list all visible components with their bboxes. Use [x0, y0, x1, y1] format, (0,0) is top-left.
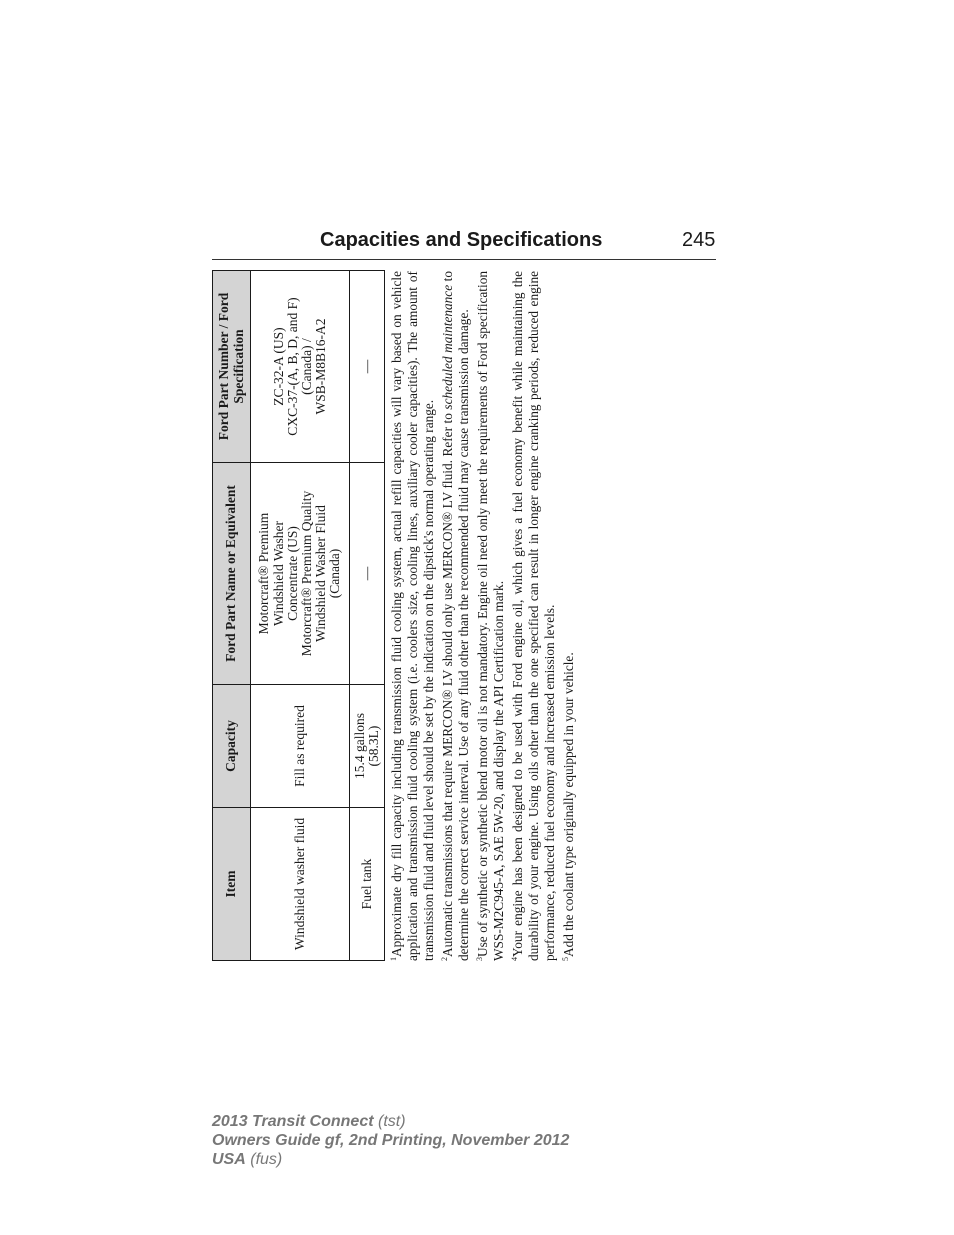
cell-item: Fuel tank	[350, 808, 385, 961]
footnote-1	[389, 271, 437, 961]
column-header-capacity: Capacity	[213, 685, 251, 808]
part-number-line: (Canada) /	[299, 338, 314, 395]
page-number: 245	[682, 229, 716, 251]
footnote-text: Add the coolant type originally equipped in your vehicle.	[561, 652, 577, 957]
part-name-line: Motorcraft® Premium Quality	[299, 490, 314, 657]
part-name-line: Concentrate (US)	[284, 526, 300, 621]
footnote-text: to determine the correct service interval. Use of any fluid other than the recommended fluid may cause transmission damage.	[440, 271, 472, 961]
footer-market: USA	[212, 1151, 246, 1168]
part-number-line: CXC-37-(A, B, D, and F)	[284, 297, 300, 436]
footer-model: 2013 Transit Connect	[212, 1113, 374, 1130]
footnote-marker: 4	[510, 957, 520, 961]
footnote-5	[561, 271, 577, 961]
footer-model-code: (tst)	[378, 1113, 406, 1130]
footer-market-code: (fus)	[250, 1151, 283, 1168]
column-header-part-name: Ford Part Name or Equivalent	[213, 463, 251, 685]
footer-edition: Owners Guide gf, 2nd Printing, November 2012	[212, 1132, 570, 1149]
footer-line	[212, 1112, 569, 1131]
part-name-line: (Canada)	[327, 548, 343, 599]
document-footer	[212, 1112, 569, 1169]
cell-part-number	[251, 271, 350, 463]
table-row	[350, 271, 385, 961]
rotated-content	[212, 271, 662, 961]
footnote-marker: 3	[475, 957, 485, 961]
capacity-line: (58.3L)	[366, 725, 382, 767]
footer-line	[212, 1150, 569, 1169]
part-number-line: ZC-32-A (US)	[270, 327, 286, 406]
cell-part-number: —	[350, 271, 385, 463]
footnotes	[389, 271, 577, 961]
footnote-marker: 1	[389, 957, 399, 961]
capacity-line: 15.4 gallons	[352, 713, 367, 779]
cell-capacity	[350, 685, 385, 808]
footnote-3	[475, 271, 507, 961]
cell-capacity: Fill as required	[251, 685, 350, 808]
footnote-text: Your engine has been designed to be used with Ford engine oil, which gives a fuel economy benefit while maintaining the durability of your engine. Using oils other than the one specified can result in longer engine cranking periods, reduced engine performance, reduced fuel economy and increased emission levels.	[510, 271, 558, 961]
footnote-text: Use of synthetic or synthetic blend motor oil is not mandatory. Engine oil need only meet the requirements of Ford specification WSS-M2C945-A, SAE 5W-20, and display the API Certification mark.	[475, 271, 507, 961]
part-number-line: WSB-M8B16-A2	[313, 318, 329, 415]
footnote-text: Approximate dry fill capacity including transmission fluid cooling system, actual refill capacities will vary based on vehicle application and transmission fluid cooling system (i.e. coolers size, cooling lines, auxiliary cooler capacities). The amount of transmission fluid and fluid level should be set by the indication on the dipstick's normal operating range.	[389, 271, 437, 961]
footnote-4	[510, 271, 558, 961]
footnote-text: Automatic transmissions that require MERCON® LV should only use MERCON® LV fluid. Refer to	[440, 409, 456, 957]
cell-item: Windshield washer fluid	[251, 808, 350, 961]
column-header-item: Item	[213, 808, 251, 961]
part-name-line: Windshield Washer Fluid	[313, 505, 329, 642]
footnote-marker: 5	[561, 957, 571, 961]
footnote-2	[440, 271, 472, 961]
table-header-row	[213, 271, 251, 961]
footnote-marker: 2	[440, 957, 450, 961]
footnote-italic-reference: scheduled maintenance	[440, 284, 456, 410]
part-name-line: Windshield Washer	[270, 521, 286, 626]
part-name-line: Motorcraft® Premium	[256, 512, 272, 635]
header-divider	[212, 259, 716, 260]
column-header-part-number: Ford Part Number / Ford Specification	[213, 271, 251, 463]
capacities-table	[212, 270, 385, 961]
table-row	[251, 271, 350, 961]
page-section-title: Capacities and Specifications	[320, 229, 603, 251]
cell-part-name	[251, 463, 350, 685]
footer-line	[212, 1131, 569, 1150]
cell-part-name: —	[350, 463, 385, 685]
